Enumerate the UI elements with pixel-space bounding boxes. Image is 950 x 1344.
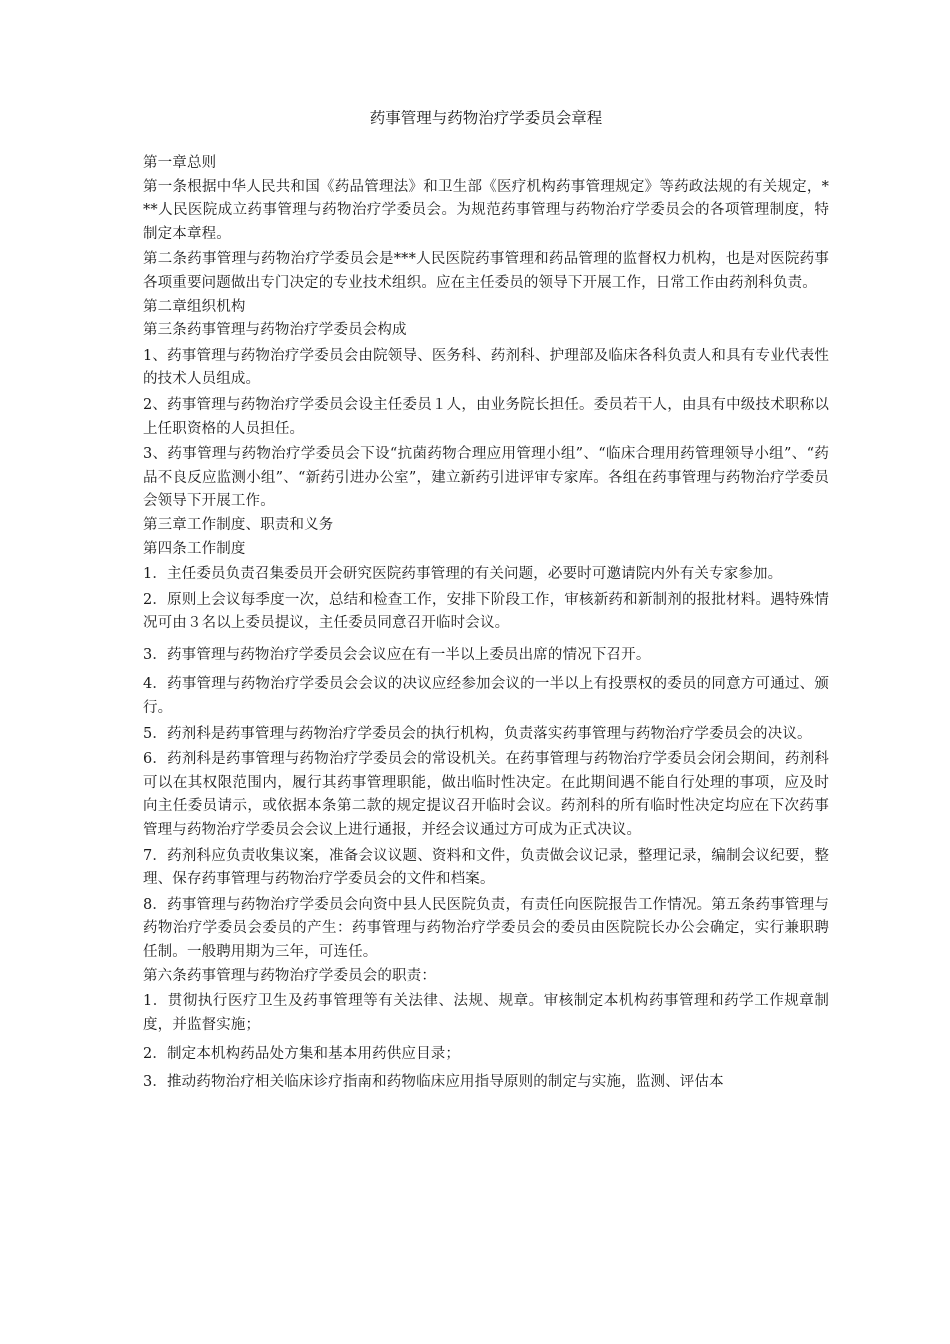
article-4-item-8: 8．药事管理与药物治疗学委员会向资中县人民医院负责，有责任向医院报告工作情况。第五条药事管理与药物治疗学委员会委员的产生：药事管理与药物治疗学委员会的委员由医院院长办公会确定，实行兼职聘任制。一般聘用期为三年，可连任。 (143, 896, 829, 960)
article-4-heading: 第四条工作制度 (143, 540, 246, 557)
article-3-item-3: 3、药事管理与药物治疗学委员会下设“抗菌药物合理应用管理小组”、“临床合理用药管理领导小组”、“药品不良反应监测小组”、“新药引进办公室”，建立新药引进评审专家库。各组在药事管理与药物治疗学委员会领导下开展工作。 (143, 446, 829, 510)
article-6-item-1: 1．贯彻执行医疗卫生及药事管理等有关法律、法规、规章。审核制定本机构药事管理和药学工作规章制度，并监督实施； (143, 993, 829, 1033)
article-3-item-1: 1、药事管理与药物治疗学委员会由院领导、医务科、药剂科、护理部及临床各科负责人和具有专业代表性的技术人员组成。 (143, 347, 829, 388)
article-6-heading: 第六条药事管理与药物治疗学委员会的职责： (143, 967, 436, 984)
article-4-item-7: 7．药剂科应负责收集议案，准备会议议题、资料和文件，负责做会议记录，整理记录，编制会议纪要，整理、保存药事管理与药物治疗学委员会的文件和档案。 (143, 847, 829, 888)
article-6-item-2: 2．制定本机构药品处方集和基本用药供应目录； (143, 1046, 461, 1063)
article-4-item-5: 5．药剂科是药事管理与药物治疗学委员会的执行机构，负责落实药事管理与药物治疗学委员会的决议。 (143, 725, 812, 742)
document-title: 药事管理与药物治疗学委员会章程 (369, 109, 603, 127)
article-4-item-4: 4．药事管理与药物治疗学委员会会议的决议应经参加会议的一半以上有投票权的委员的同意方可通过、颁行。 (143, 676, 829, 717)
article-2: 第二条药事管理与药物治疗学委员会是***人民医院药事管理和药品管理的监督权力机构，也是对医院药事各项重要问题做出专门决定的专业技术组织。应在主任委员的领导下开展工作，日常工作由药剂科负责。 (143, 251, 829, 291)
article-4-item-3: 3．药事管理与药物治疗学委员会会议应在有一半以上委员出席的情况下召开。 (143, 646, 651, 663)
article-3-heading: 第三条药事管理与药物治疗学委员会构成 (143, 322, 407, 339)
chapter-3-heading: 第三章工作制度、职责和义务 (143, 516, 334, 533)
chapter-1-heading: 第一章总则 (143, 155, 217, 171)
document-page (143, 106, 829, 1095)
chapter-2-heading: 第二章组织机构 (143, 298, 246, 315)
article-3-item-2: 2、药事管理与药物治疗学委员会设主任委员１人，由业务院长担任。委员若干人，由具有中级技术职称以上任职资格的人员担任。 (143, 396, 829, 437)
article-4-item-1: 1．主任委员负责召集委员开会研究医院药事管理的有关问题，必要时可邀请院内外有关专家参加。 (143, 566, 783, 583)
article-4-item-6: 6．药剂科是药事管理与药物治疗学委员会的常设机关。在药事管理与药物治疗学委员会闭会期间，药剂科可以在其权限范围内，履行其药事管理职能，做出临时性决定。在此期间遇不能自行处理的事项，应及时向主任委员请示，或依据本条第二款的规定提议召开临时会议。药剂科的所有临时性决定均应在下次药事管理与药物治疗学委员会会议上进行通报，并经会议通过方可成为正式决议。 (143, 751, 829, 839)
article-6-item-3: 3．推动药物治疗相关临床诊疗指南和药物临床应用指导原则的制定与实施，监测、评估本 (143, 1073, 724, 1090)
article-4-item-2: 2．原则上会议每季度一次，总结和检查工作，安排下阶段工作，审核新药和新制剂的报批材料。遇特殊情况可由３名以上委员提议，主任委员同意召开临时会议。 (143, 591, 829, 632)
article-1: 第一条根据中华人民共和国《药品管理法》和卫生部《医疗机构药事管理规定》等药政法规的有关规定，***人民医院成立药事管理与药物治疗学委员会。为规范药事管理与药物治疗学委员会的各项管理制度，特制定本章程。 (143, 178, 829, 242)
